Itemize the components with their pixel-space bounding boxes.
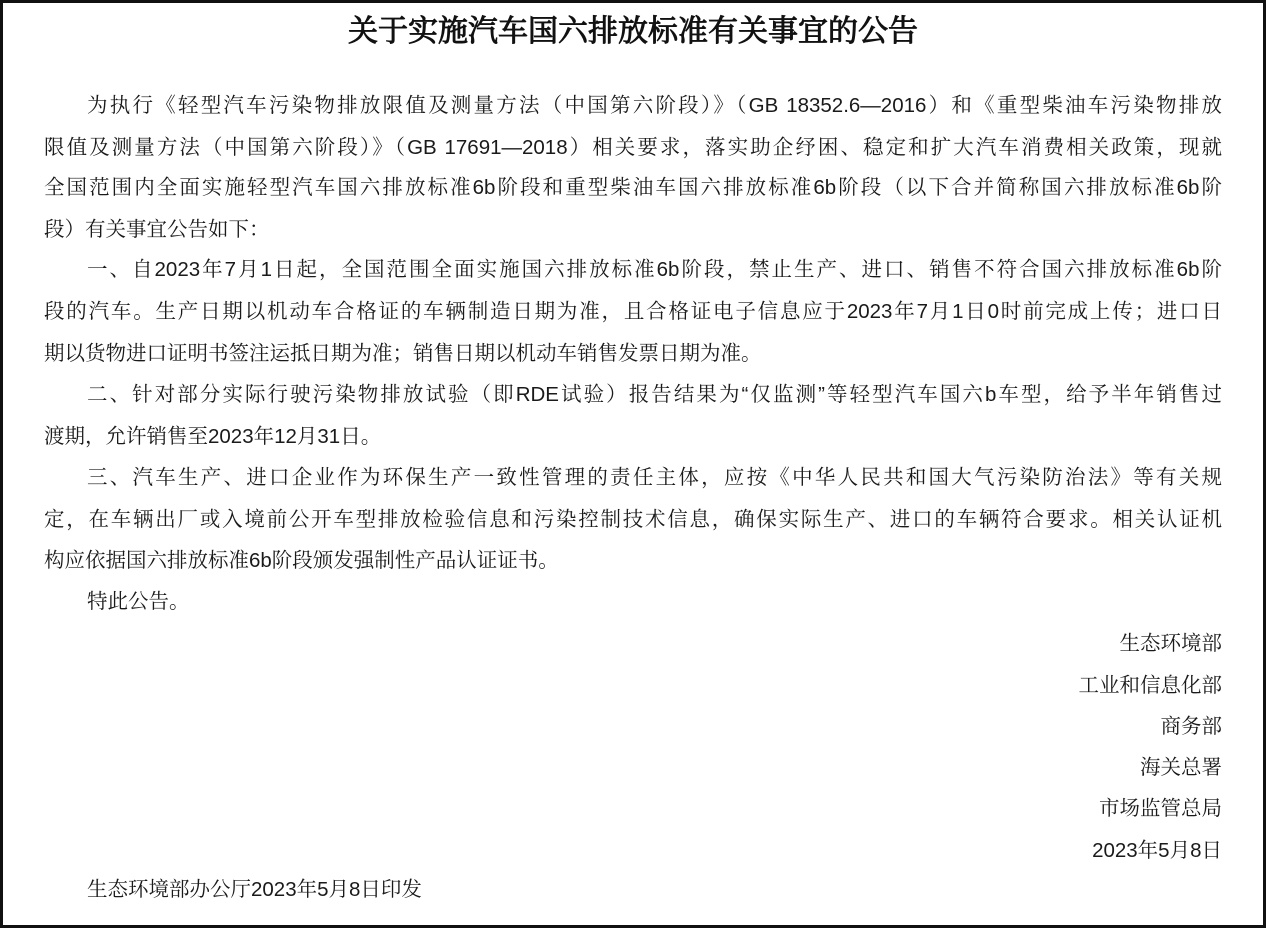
body-line: 构应依据国六排放标准6b阶段颁发强制性产品认证证书。 — [44, 549, 559, 572]
document-title: 关于实施汽车国六排放标准有关事宜的公告 — [348, 15, 918, 48]
body-line: 限值及测量方法（中国第六阶段）》（GB 17691—2018）相关要求，落实助企纾困、稳定和扩大汽车消费相关政策，现就 — [44, 136, 1222, 159]
body-line: 为执行《轻型汽车污染物排放限值及测量方法（中国第六阶段）》（GB 18352.6—2016）和《重型柴油车污染物排放 — [87, 94, 1222, 117]
body-line: 期以货物进口证明书签注运抵日期为准；销售日期以机动车销售发票日期为准。 — [44, 342, 762, 365]
body-line: 全国范围内全面实施轻型汽车国六排放标准6b阶段和重型柴油车国六排放标准6b阶段（以下合并简称国六排放标准6b阶 — [44, 176, 1222, 199]
signatory: 海关总署 — [1140, 756, 1222, 779]
body-line: 三、汽车生产、进口企业作为环保生产一致性管理的责任主体，应按《中华人民共和国大气污染防治法》等有关规 — [87, 466, 1222, 489]
issuing-footer: 生态环境部办公厅2023年5月8日印发 — [87, 878, 422, 901]
signatory: 工业和信息化部 — [1078, 674, 1222, 697]
issue-date: 2023年5月8日 — [1092, 839, 1222, 862]
body-line: 二、针对部分实际行驶污染物排放试验（即RDE试验）报告结果为“仅监测”等轻型汽车国六b车型，给予半年销售过 — [87, 383, 1222, 406]
signatory: 商务部 — [1160, 715, 1222, 738]
body-line: 段）有关事宜公告如下： — [44, 218, 270, 241]
signatory: 生态环境部 — [1119, 632, 1222, 655]
body-line: 定，在车辆出厂或入境前公开车型排放检验信息和污染控制技术信息，确保实际生产、进口的车辆符合要求。相关认证机 — [44, 508, 1222, 531]
body-line: 段的汽车。生产日期以机动车合格证的车辆制造日期为准，且合格证电子信息应于2023年7月1日0时前完成上传；进口日 — [44, 300, 1222, 323]
body-line: 特此公告。 — [87, 590, 190, 613]
body-line: 一、自2023年7月1日起，全国范围全面实施国六排放标准6b阶段，禁止生产、进口、销售不符合国六排放标准6b阶 — [87, 258, 1222, 281]
signatory: 市场监管总局 — [1099, 797, 1222, 820]
body-line: 渡期，允许销售至2023年12月31日。 — [44, 425, 382, 448]
